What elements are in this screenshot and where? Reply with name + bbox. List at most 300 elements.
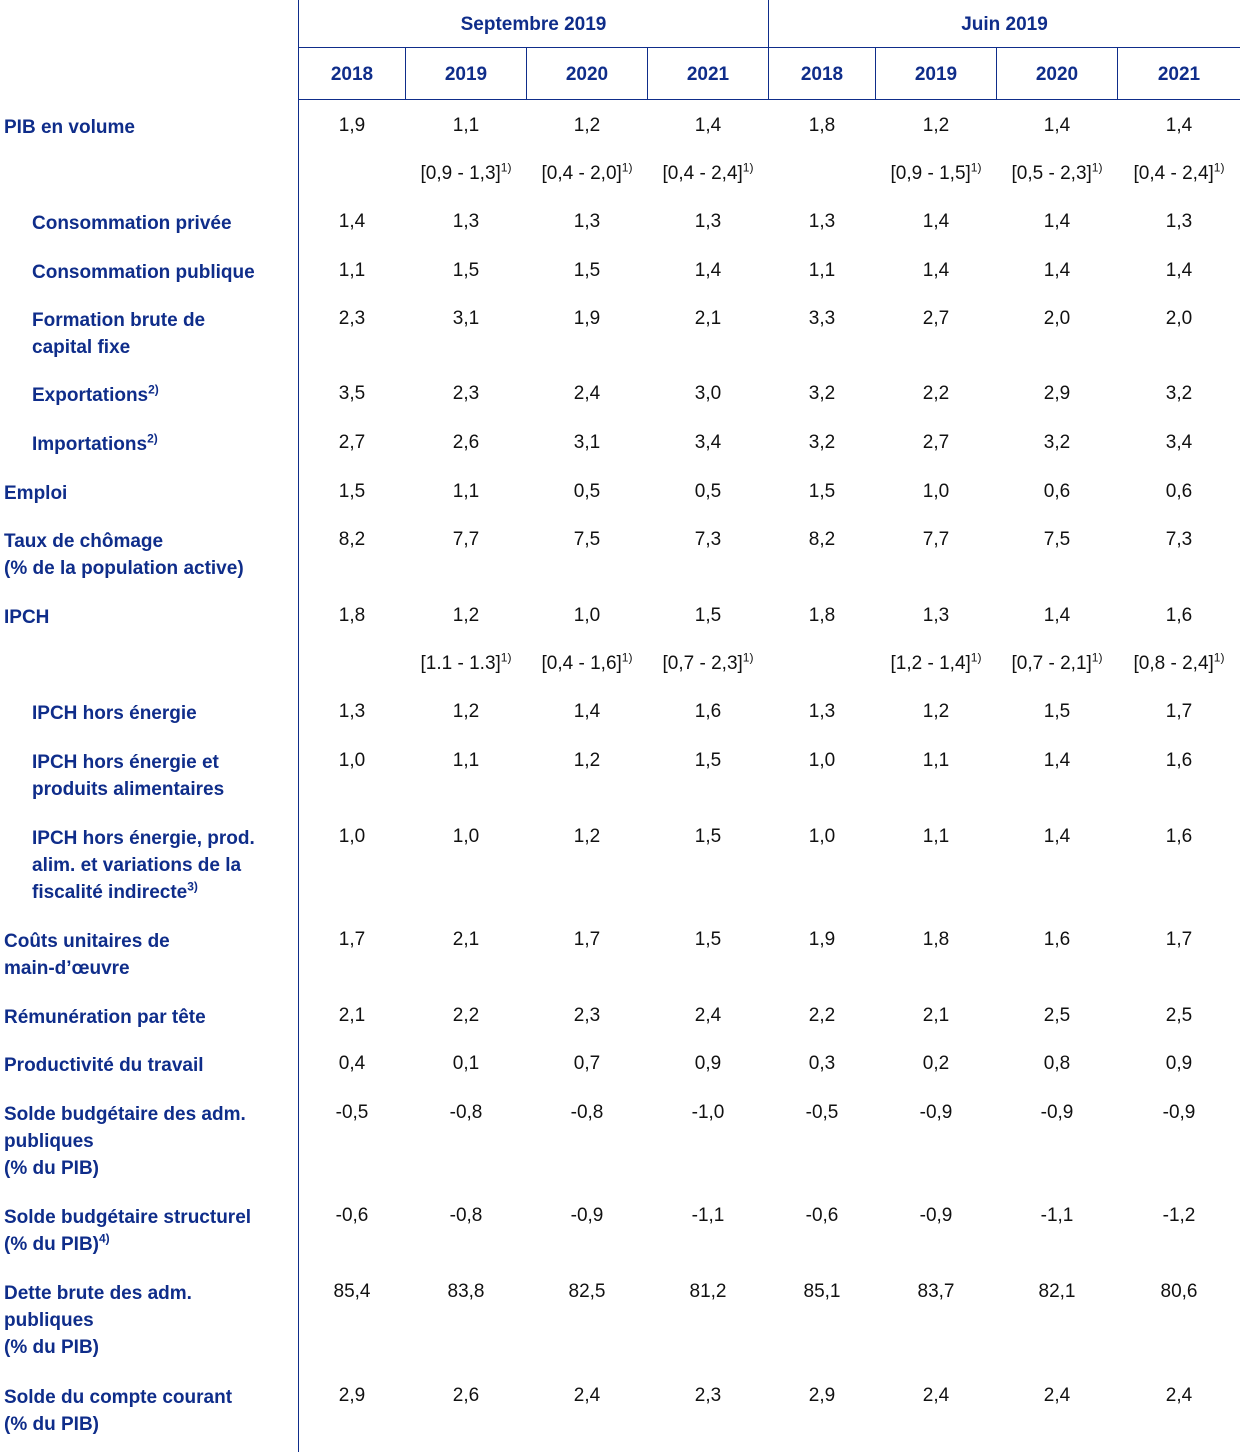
year-heading: 2020: [565, 64, 609, 85]
year-heading: 2021: [1157, 64, 1201, 85]
cell-text: -0,8: [570, 1102, 604, 1123]
cell-text: 3,5: [338, 383, 366, 404]
row-label-text: Importations: [32, 434, 148, 455]
table-header: [0, 0, 1240, 100]
value-cell: [1111, 1102, 1240, 1124]
value-cell: [399, 211, 533, 233]
cell-text: -0,9: [919, 1102, 953, 1123]
value-cell: [1111, 211, 1240, 233]
value-cell: [990, 1385, 1124, 1407]
range-cell: [641, 650, 775, 675]
cell-text: 1,5: [338, 481, 366, 502]
value-cell: [399, 929, 533, 951]
value-cell: [292, 701, 412, 723]
value-cell: [292, 383, 412, 405]
value-cell: [292, 1005, 412, 1027]
value-cell: [399, 1005, 533, 1027]
value-cell: [762, 1053, 882, 1075]
footnote-marker: 2): [148, 382, 159, 397]
cell-text: -0,8: [449, 1102, 483, 1123]
footnote-marker: 1): [1091, 160, 1103, 175]
value-cell: [869, 1102, 1003, 1124]
value-cell: [641, 1205, 775, 1227]
cell-text: 1,5: [694, 929, 722, 950]
value-cell: [869, 529, 1003, 551]
row-label-text: Emploi: [4, 483, 68, 504]
value-cell: [641, 826, 775, 848]
value-cell: [520, 826, 654, 848]
cell-text: 82,1: [1038, 1281, 1076, 1302]
value-cell: [641, 701, 775, 723]
value-cell: [641, 1385, 775, 1407]
footnote-marker: 1): [1091, 650, 1103, 665]
row-label: [4, 528, 294, 582]
cell-text: -1,2: [1162, 1205, 1196, 1226]
cell-text: 1,0: [452, 826, 480, 847]
value-cell: [520, 701, 654, 723]
range-cell: [520, 650, 654, 675]
cell-text: [1.1 - 1.3]: [420, 653, 501, 674]
value-cell: [520, 529, 654, 551]
cell-text: 1,6: [694, 701, 722, 722]
cell-text: 0,9: [1165, 1053, 1193, 1074]
cell-text: 8,2: [338, 529, 366, 550]
value-cell: [869, 481, 1003, 503]
cell-text: 2,3: [694, 1385, 722, 1406]
value-cell: [762, 383, 882, 405]
cell-text: 1,4: [1043, 260, 1071, 281]
row-label-text: IPCH hors énergie et produits alimentaires: [32, 752, 225, 800]
cell-text: -1,0: [691, 1102, 725, 1123]
value-cell: [399, 605, 533, 627]
value-cell: [762, 481, 882, 503]
value-cell: [292, 750, 412, 772]
cell-text: 7,3: [694, 529, 722, 550]
value-cell: [869, 701, 1003, 723]
cell-text: 1,1: [808, 260, 836, 281]
value-cell: [292, 1385, 412, 1407]
footnote-marker: 1): [621, 160, 633, 175]
cell-text: 1,7: [1165, 929, 1193, 950]
row-label: [4, 928, 294, 982]
value-cell: [520, 750, 654, 772]
range-cell: [399, 160, 533, 185]
cell-text: 1,4: [1165, 115, 1193, 136]
value-cell: [869, 1053, 1003, 1075]
value-cell: [990, 383, 1124, 405]
cell-text: -0,6: [335, 1205, 369, 1226]
footnote-marker: 4): [99, 1231, 110, 1246]
value-cell: [762, 1281, 882, 1303]
cell-text: 1,4: [1043, 750, 1071, 771]
row-label: [4, 1052, 294, 1079]
value-cell: [520, 383, 654, 405]
cell-text: 2,1: [452, 929, 480, 950]
cell-text: 3,4: [694, 432, 722, 453]
row-label: [32, 382, 292, 409]
cell-text: 3,2: [808, 383, 836, 404]
cell-text: 2,7: [338, 432, 366, 453]
cell-text: 82,5: [568, 1281, 606, 1302]
cell-text: 3,4: [1165, 432, 1193, 453]
value-cell: [641, 481, 775, 503]
cell-text: 1,8: [808, 605, 836, 626]
value-cell: [399, 1053, 533, 1075]
cell-text: 1,6: [1165, 750, 1193, 771]
value-cell: [990, 1005, 1124, 1027]
value-cell: [292, 432, 412, 454]
value-cell: [399, 1281, 533, 1303]
value-cell: [1111, 432, 1240, 454]
value-cell: [292, 115, 412, 137]
value-cell: [399, 481, 533, 503]
row-label-text: Solde budgétaire structurel (% du PIB): [4, 1207, 252, 1255]
row-label-text: Dette brute des adm. publiques (% du PIB): [4, 1283, 192, 1358]
cell-text: 1,0: [808, 826, 836, 847]
cell-text: 1,4: [1165, 260, 1193, 281]
cell-text: 1,4: [1043, 605, 1071, 626]
row-label-text: Rémunération par tête: [4, 1007, 206, 1028]
value-cell: [990, 605, 1124, 627]
row-label: [32, 749, 292, 803]
range-cell: [1111, 650, 1240, 675]
row-label: [32, 307, 292, 361]
row-label: [32, 700, 292, 727]
value-cell: [762, 211, 882, 233]
cell-text: 0,2: [922, 1053, 950, 1074]
cell-text: 1,4: [922, 211, 950, 232]
cell-text: 85,4: [333, 1281, 371, 1302]
cell-text: 3,3: [808, 308, 836, 329]
value-cell: [762, 115, 882, 137]
cell-text: 85,1: [803, 1281, 841, 1302]
row-label: [4, 480, 294, 507]
value-cell: [990, 211, 1124, 233]
year-heading: 2018: [800, 64, 844, 85]
cell-text: 1,0: [338, 750, 366, 771]
cell-text: -1,1: [691, 1205, 725, 1226]
value-cell: [520, 1005, 654, 1027]
cell-text: 1,4: [573, 701, 601, 722]
footnote-marker: 2): [147, 431, 158, 446]
cell-text: 2,2: [808, 1005, 836, 1026]
cell-text: [1,2 - 1,4]: [890, 653, 971, 674]
value-cell: [520, 308, 654, 330]
cell-text: 0,9: [694, 1053, 722, 1074]
year-heading: 2019: [444, 64, 488, 85]
cell-text: 7,5: [573, 529, 601, 550]
cell-text: 1,2: [452, 701, 480, 722]
cell-text: 1,6: [1165, 605, 1193, 626]
value-cell: [292, 211, 412, 233]
cell-text: -0,5: [805, 1102, 839, 1123]
year-heading: 2019: [914, 64, 958, 85]
row-label: [4, 1280, 294, 1361]
cell-text: 3,1: [573, 432, 601, 453]
cell-text: 2,4: [573, 383, 601, 404]
value-cell: [520, 211, 654, 233]
cell-text: 1,9: [573, 308, 601, 329]
value-cell: [520, 115, 654, 137]
value-cell: [1111, 260, 1240, 282]
value-cell: [1111, 115, 1240, 137]
cell-text: 2,9: [808, 1385, 836, 1406]
cell-text: 1,8: [808, 115, 836, 136]
cell-text: 1,3: [922, 605, 950, 626]
range-cell: [520, 160, 654, 185]
value-cell: [641, 529, 775, 551]
footnote-marker: 1): [970, 160, 982, 175]
value-cell: [641, 929, 775, 951]
cell-text: 0,6: [1043, 481, 1071, 502]
cell-text: [0,9 - 1,5]: [890, 163, 971, 184]
row-label-text: IPCH hors énergie: [32, 703, 197, 724]
value-cell: [399, 529, 533, 551]
year-heading: 2021: [686, 64, 730, 85]
cell-text: 1,2: [452, 605, 480, 626]
cell-text: 1,1: [452, 481, 480, 502]
cell-text: 83,7: [917, 1281, 955, 1302]
cell-text: 2,6: [452, 432, 480, 453]
row-label-text: Exportations: [32, 385, 149, 406]
footnote-marker: 1): [500, 160, 512, 175]
cell-text: 1,2: [573, 115, 601, 136]
value-cell: [990, 529, 1124, 551]
value-cell: [399, 260, 533, 282]
cell-text: [0,8 - 2,4]: [1133, 653, 1214, 674]
cell-text: 0,4: [338, 1053, 366, 1074]
value-cell: [399, 432, 533, 454]
cell-text: 2,2: [922, 383, 950, 404]
cell-text: 1,9: [338, 115, 366, 136]
cell-text: 1,8: [338, 605, 366, 626]
range-cell: [399, 650, 533, 675]
cell-text: 2,5: [1043, 1005, 1071, 1026]
cell-text: 0,6: [1165, 481, 1193, 502]
value-cell: [641, 1005, 775, 1027]
value-cell: [1111, 1385, 1240, 1407]
cell-text: 81,2: [689, 1281, 727, 1302]
value-cell: [641, 115, 775, 137]
cell-text: [0,4 - 2,4]: [662, 163, 743, 184]
cell-text: 1,3: [808, 211, 836, 232]
row-label: [32, 210, 292, 237]
value-cell: [990, 1281, 1124, 1303]
cell-text: 1,5: [452, 260, 480, 281]
cell-text: 7,5: [1043, 529, 1071, 550]
value-cell: [1111, 1005, 1240, 1027]
cell-text: 1,4: [694, 260, 722, 281]
row-label-text: Taux de chômage (% de la population active): [4, 531, 244, 579]
value-cell: [869, 1281, 1003, 1303]
row-label: [32, 259, 292, 286]
row-label-text: Consommation publique: [32, 262, 255, 283]
footnote-marker: 1): [742, 160, 754, 175]
cell-text: 2,4: [694, 1005, 722, 1026]
value-cell: [399, 383, 533, 405]
footnote-marker: 1): [742, 650, 754, 665]
value-cell: [762, 1005, 882, 1027]
value-cell: [990, 750, 1124, 772]
cell-text: -0,5: [335, 1102, 369, 1123]
cell-text: 1,7: [338, 929, 366, 950]
range-cell: [1111, 160, 1240, 185]
value-cell: [399, 826, 533, 848]
value-cell: [520, 605, 654, 627]
value-cell: [641, 211, 775, 233]
cell-text: -0,6: [805, 1205, 839, 1226]
cell-text: 1,5: [694, 605, 722, 626]
year-heading: 2020: [1035, 64, 1079, 85]
value-cell: [762, 529, 882, 551]
cell-text: [0,9 - 1,3]: [420, 163, 501, 184]
value-cell: [399, 308, 533, 330]
value-cell: [641, 605, 775, 627]
cell-text: 0,5: [573, 481, 601, 502]
cell-text: 1,0: [808, 750, 836, 771]
cell-text: 1,4: [1043, 826, 1071, 847]
value-cell: [869, 383, 1003, 405]
value-cell: [990, 929, 1124, 951]
row-label-text: Formation brute de capital fixe: [32, 310, 206, 358]
value-cell: [762, 308, 882, 330]
cell-text: 1,7: [573, 929, 601, 950]
value-cell: [762, 1205, 882, 1227]
value-cell: [520, 929, 654, 951]
cell-text: 1,7: [1165, 701, 1193, 722]
cell-text: 1,5: [1043, 701, 1071, 722]
value-cell: [399, 701, 533, 723]
value-cell: [641, 308, 775, 330]
cell-text: 1,1: [452, 750, 480, 771]
cell-text: 80,6: [1160, 1281, 1198, 1302]
value-cell: [520, 1385, 654, 1407]
range-cell: [990, 160, 1124, 185]
value-cell: [990, 308, 1124, 330]
cell-text: [0,4 - 2,4]: [1133, 163, 1214, 184]
cell-text: 2,2: [452, 1005, 480, 1026]
value-cell: [869, 432, 1003, 454]
cell-text: 2,9: [338, 1385, 366, 1406]
value-cell: [869, 750, 1003, 772]
cell-text: 1,3: [694, 211, 722, 232]
value-cell: [520, 481, 654, 503]
value-cell: [292, 1102, 412, 1124]
value-cell: [399, 115, 533, 137]
value-cell: [292, 826, 412, 848]
cell-text: 1,9: [808, 929, 836, 950]
value-cell: [292, 1053, 412, 1075]
value-cell: [1111, 929, 1240, 951]
cell-text: -0,9: [570, 1205, 604, 1226]
value-cell: [1111, 701, 1240, 723]
value-cell: [1111, 1281, 1240, 1303]
cell-text: -0,9: [919, 1205, 953, 1226]
row-label: [4, 114, 294, 141]
cell-text: 8,2: [808, 529, 836, 550]
cell-text: 1,4: [1043, 211, 1071, 232]
value-cell: [762, 605, 882, 627]
group-underline: [298, 47, 1240, 48]
value-cell: [399, 1102, 533, 1124]
value-cell: [1111, 826, 1240, 848]
value-cell: [520, 1205, 654, 1227]
cell-text: [0,5 - 2,3]: [1011, 163, 1092, 184]
value-cell: [520, 1281, 654, 1303]
footnote-marker: 3): [187, 879, 198, 894]
cell-text: 0,1: [452, 1053, 480, 1074]
year-heading: 2018: [330, 64, 374, 85]
cell-text: 2,3: [573, 1005, 601, 1026]
cell-text: 1,2: [922, 115, 950, 136]
cell-text: 1,1: [922, 750, 950, 771]
value-cell: [1111, 308, 1240, 330]
row-label-text: Solde du compte courant (% du PIB): [4, 1387, 233, 1435]
row-label: [4, 604, 294, 631]
cell-text: 1,6: [1043, 929, 1071, 950]
value-cell: [399, 750, 533, 772]
value-cell: [762, 260, 882, 282]
footnote-marker: 1): [500, 650, 512, 665]
value-cell: [869, 826, 1003, 848]
cell-text: 0,3: [808, 1053, 836, 1074]
value-cell: [399, 1385, 533, 1407]
cell-text: 1,5: [573, 260, 601, 281]
cell-text: 2,7: [922, 308, 950, 329]
cell-text: 2,4: [922, 1385, 950, 1406]
row-label: [4, 1384, 294, 1438]
value-cell: [1111, 529, 1240, 551]
cell-text: 7,7: [922, 529, 950, 550]
header-underline: [298, 99, 1240, 100]
cell-text: 2,4: [1165, 1385, 1193, 1406]
value-cell: [292, 260, 412, 282]
value-cell: [292, 481, 412, 503]
value-cell: [990, 1053, 1124, 1075]
value-cell: [1111, 481, 1240, 503]
value-cell: [869, 929, 1003, 951]
cell-text: 7,3: [1165, 529, 1193, 550]
row-label-text: Productivité du travail: [4, 1055, 204, 1076]
value-cell: [869, 1385, 1003, 1407]
cell-text: 2,9: [1043, 383, 1071, 404]
row-label-text: Solde budgétaire des adm. publiques (% du PIB): [4, 1104, 246, 1179]
cell-text: 1,3: [452, 211, 480, 232]
cell-text: 1,0: [922, 481, 950, 502]
value-cell: [641, 1102, 775, 1124]
cell-text: [0,4 - 1,6]: [541, 653, 622, 674]
cell-text: 2,4: [573, 1385, 601, 1406]
cell-text: 3,2: [1043, 432, 1071, 453]
cell-text: 1,0: [338, 826, 366, 847]
value-cell: [762, 701, 882, 723]
range-cell: [641, 160, 775, 185]
cell-text: 1,2: [573, 750, 601, 771]
cell-text: 1,2: [922, 701, 950, 722]
cell-text: 83,8: [447, 1281, 485, 1302]
row-label: [32, 431, 292, 458]
value-cell: [990, 260, 1124, 282]
cell-text: 2,1: [338, 1005, 366, 1026]
group-heading-september: Septembre 2019: [460, 14, 607, 35]
cell-text: 2,1: [922, 1005, 950, 1026]
value-cell: [869, 308, 1003, 330]
cell-text: 1,3: [338, 701, 366, 722]
cell-text: 1,3: [808, 701, 836, 722]
cell-text: [0,4 - 2,0]: [541, 163, 622, 184]
cell-text: [0,7 - 2,3]: [662, 653, 743, 674]
cell-text: 1,6: [1165, 826, 1193, 847]
